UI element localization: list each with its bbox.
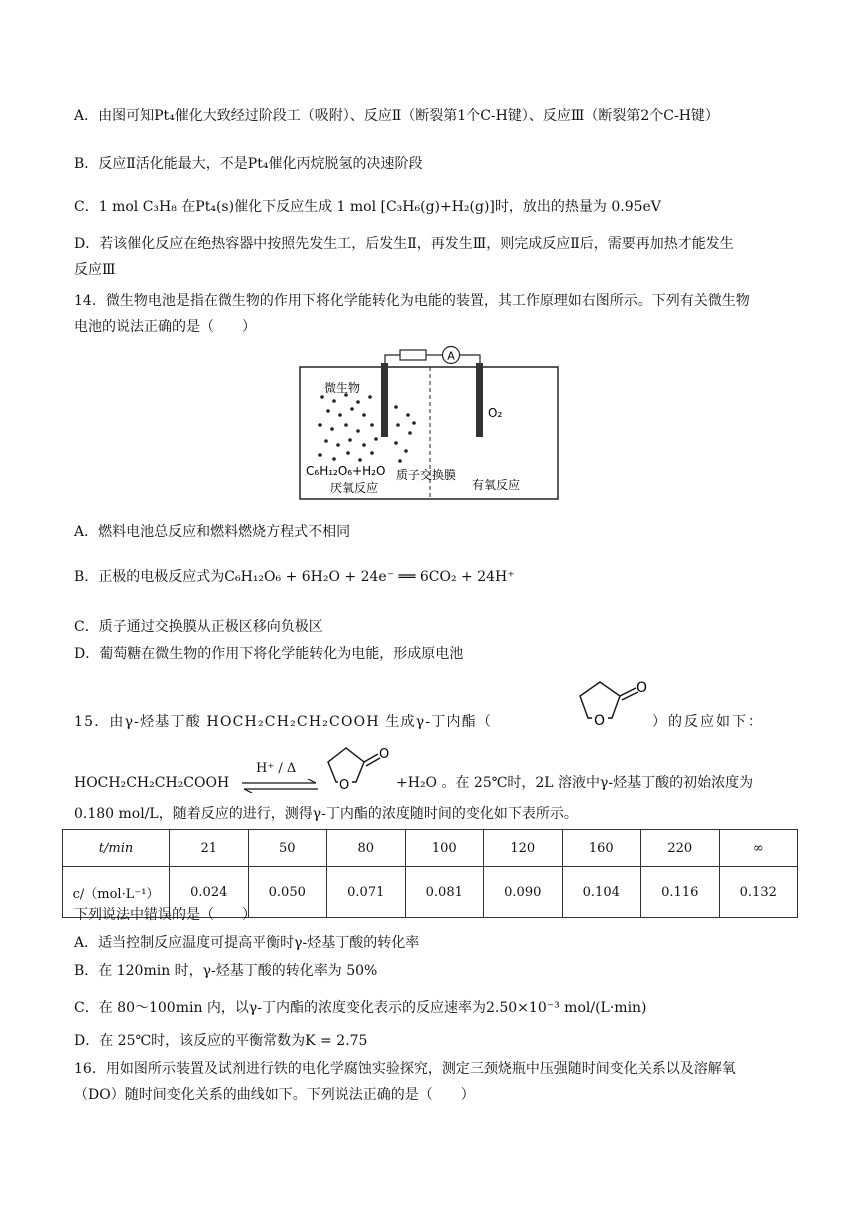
- q13-option-a: A．由图可知Pt₄催化大致经过阶段工（吸附）、反应Ⅱ（断裂第1个C-H键）、反应Ⅲ（断裂第2个C-H键）: [74, 108, 719, 124]
- table-header-conc: c/（mol·L⁻¹）: [63, 867, 170, 918]
- q13-option-c: C．1 mol C₃H₈ 在Pt₄(s)催化下反应生成 1 mol [C₃H₆(g)+H₂(g)]时，放出的热量为 0.95eV: [74, 199, 661, 215]
- q13-option-b: B．反应Ⅱ活化能最大，不是Pt₄催化丙烷脱氢的决速阶段: [74, 156, 423, 172]
- table-cell: 0.081: [405, 867, 484, 918]
- table-cell: ∞: [719, 830, 798, 867]
- table-cell: 100: [405, 830, 484, 867]
- table-cell: 0.090: [484, 867, 563, 918]
- q13-option-d-cont: 反应Ⅲ: [74, 262, 116, 278]
- table-cell: 0.104: [562, 867, 641, 918]
- table-header-time: t/min: [63, 830, 170, 867]
- q15-option-b: B．在 120min 时，γ-烃基丁酸的转化率为 50%: [74, 963, 378, 979]
- q14-option-c: C．质子通过交换膜从正极区移向负极区: [74, 619, 323, 635]
- microbe-label: 微生物: [324, 381, 361, 395]
- q14-stem-cont: 电池的说法正确的是（ ）: [74, 319, 256, 335]
- q15-eq-condition: H⁺ / Δ: [256, 761, 297, 776]
- carbonyl-o-label: O: [379, 747, 390, 762]
- reactants-label: C₆H₁₂O₆+H₂O: [306, 464, 386, 478]
- q14-option-a: A．燃料电池总反应和燃料燃烧方程式不相同: [74, 524, 351, 540]
- q15-stem-a: 15．由γ-烃基丁酸 HOCH₂CH₂CH₂COOH 生成γ-丁内酯（: [74, 714, 493, 730]
- microbial-cell-diagram: [290, 345, 570, 505]
- table-cell: 0.071: [327, 867, 406, 918]
- q15-option-a: A．适当控制反应温度可提高平衡时γ-烃基丁酸的转化率: [74, 935, 420, 951]
- anaerobic-label: 厌氧反应: [330, 481, 379, 495]
- carbonyl-o-label: O: [636, 680, 648, 696]
- ring-o-label: O: [339, 778, 350, 792]
- table-cell: 50: [248, 830, 327, 867]
- microbe-dots: [318, 393, 416, 463]
- table-cell: 0.116: [641, 867, 720, 918]
- table-cell: 220: [641, 830, 720, 867]
- q15-option-c: C．在 80～100min 内，以γ-丁内酯的浓度变化表示的反应速率为2.50×10⁻³ mol/(L·min): [74, 1000, 647, 1016]
- q13-option-d: D．若该催化反应在绝热容器中按照先发生工，后发生Ⅱ，再发生Ⅲ，则完成反应Ⅱ后，需要再加热才能发生: [74, 236, 734, 252]
- q16-stem-cont: （DO）随时间变化关系的曲线如下。下列说法正确的是（ ）: [74, 1087, 475, 1103]
- q15-question: 下列说法中错误的是（ ）: [74, 907, 256, 923]
- table-cell: 80: [327, 830, 406, 867]
- q15-eq-right: +H₂O 。在 25℃时，2L 溶液中γ-烃基丁酸的初始浓度为: [396, 775, 754, 791]
- q14-option-b: B．正极的电极反应式为C₆H₁₂O₆ + 6H₂O + 24e⁻ ══ 6CO₂ + 24H⁺: [74, 569, 515, 585]
- lactone-structure-2: [322, 738, 392, 792]
- table-cell: 0.024: [170, 867, 249, 918]
- q14-option-d: D．葡萄糖在微生物的作用下将化学能转化为电能，形成原电池: [74, 646, 464, 662]
- aerobic-label: 有氧反应: [472, 478, 521, 492]
- q16-stem: 16．用如图所示装置及试剂进行铁的电化学腐蚀实验探究，测定三颈烧瓶中压强随时间变化关系以及溶解氧: [74, 1061, 736, 1077]
- table-cell: 160: [562, 830, 641, 867]
- equilibrium-arrow: [240, 779, 320, 793]
- q15-eq-left: HOCH₂CH₂CH₂COOH: [74, 775, 230, 791]
- table-cell: 0.132: [719, 867, 798, 918]
- membrane-label: 质子交换膜: [396, 468, 457, 482]
- o2-label: O₂: [488, 406, 503, 420]
- q15-stem-2: 0.180 mol/L，随着反应的进行，测得γ-丁内酯的浓度随时间的变化如下表所示。: [74, 806, 578, 822]
- table-cell: 0.050: [248, 867, 327, 918]
- table-row: [63, 830, 798, 867]
- q15-stem-b: ）的反应如下：: [652, 714, 764, 730]
- ammeter-label: A: [447, 349, 455, 363]
- q14-stem: 14．微生物电池是指在微生物的作用下将化学能转化为电能的装置，其工作原理如右图所示。下列有关微生物: [74, 293, 750, 309]
- table-cell: 120: [484, 830, 563, 867]
- table-cell: 21: [170, 830, 249, 867]
- ring-o-label: O: [594, 713, 606, 729]
- q15-option-d: D．在 25℃时，该反应的平衡常数为K = 2.75: [74, 1033, 368, 1049]
- lactone-structure-1: [570, 672, 660, 730]
